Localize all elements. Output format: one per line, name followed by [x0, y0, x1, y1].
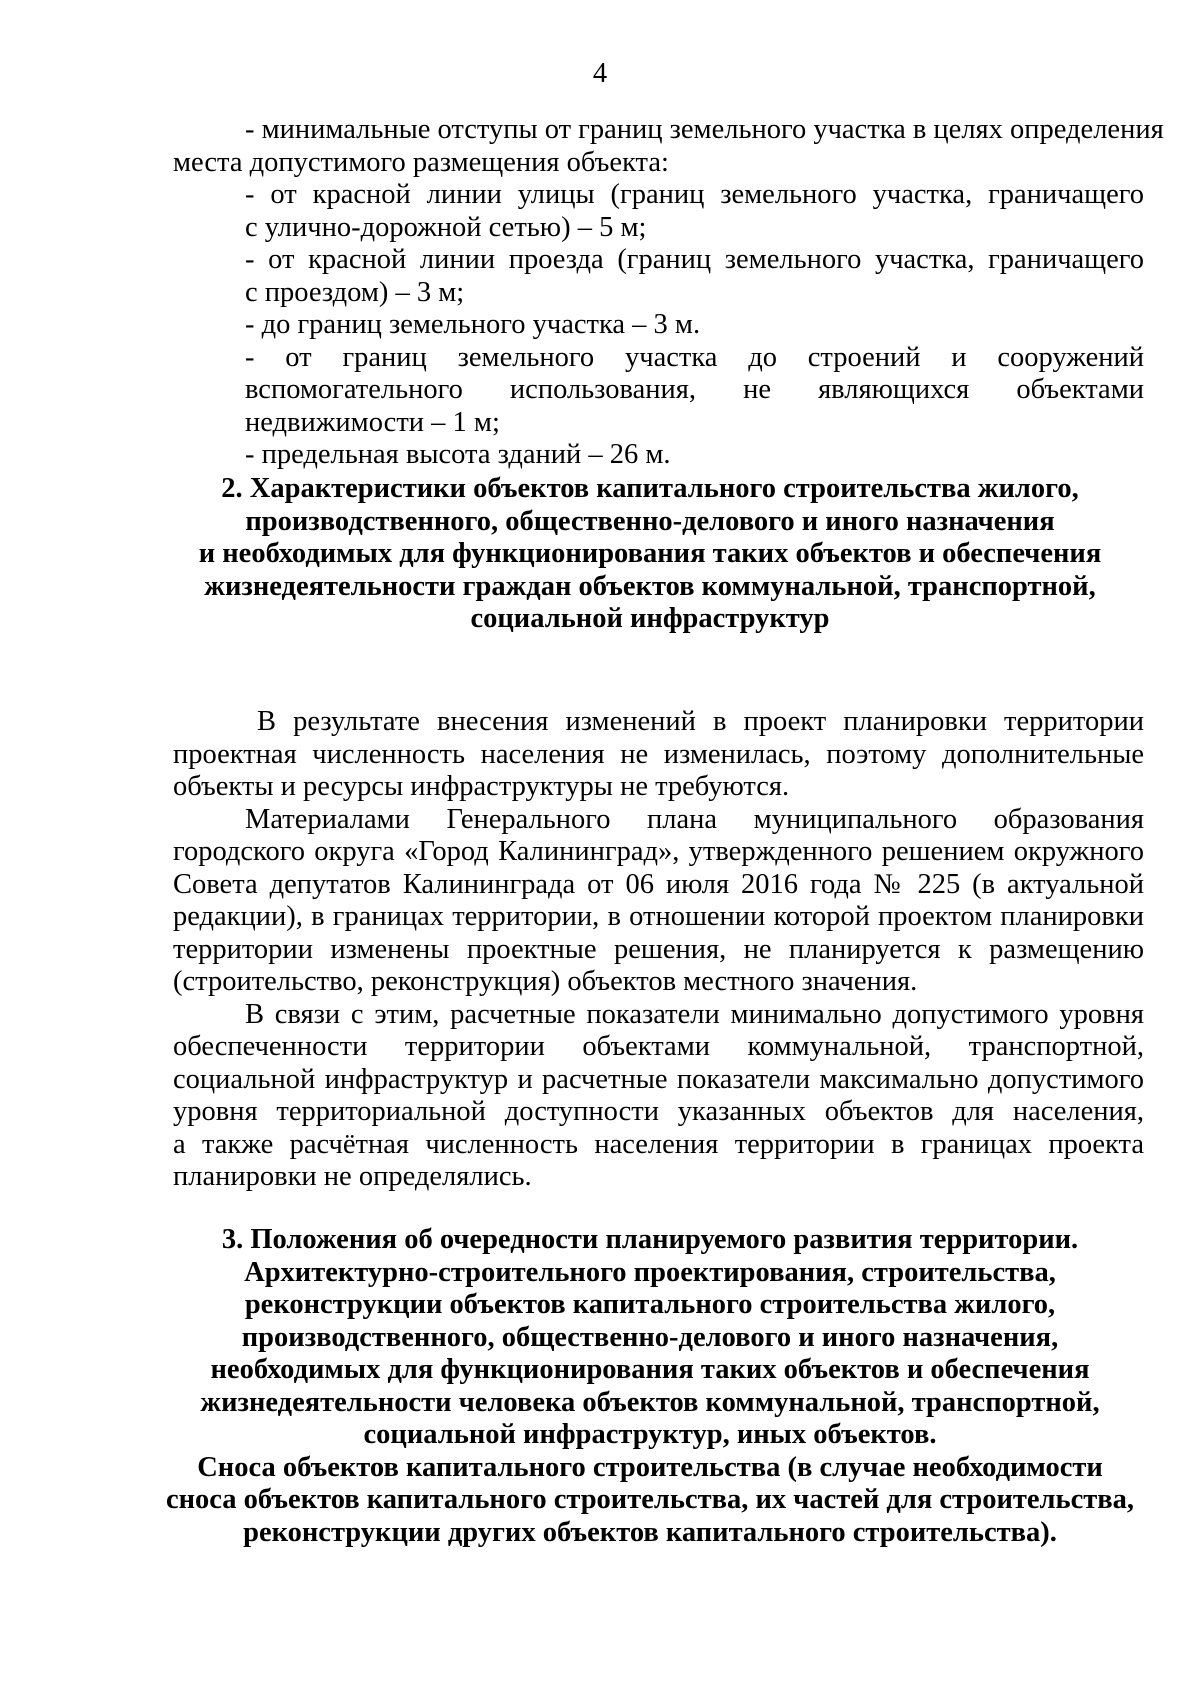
setback-item-street-cont: с улично-дорожной сетью) – 5 м;: [245, 211, 647, 243]
heading-line: 2. Характеристики объектов капитального строительства жилого,: [221, 473, 1079, 504]
paragraph-line: уровня территориальной доступности указанных объектов для населения,: [173, 1096, 1144, 1127]
setbacks-list: [173, 114, 1164, 472]
heading-line: социальной инфраструктур, иных объектов.: [363, 1419, 937, 1450]
paragraph-line: объекты и ресурсы инфраструктуры не требуются.: [173, 771, 790, 802]
paragraph-line: (строительство, реконструкция) объектов местного значения.: [173, 966, 918, 997]
paragraph-line: обеспеченности территории объектами коммунальной, транспортной,: [173, 1031, 1144, 1062]
heading-line: жизнедеятельности граждан объектов коммунальной, транспортной,: [204, 570, 1096, 602]
paragraph-line: социальной инфраструктур и расчетные показатели максимально допустимого: [173, 1063, 1144, 1095]
setback-item-auxiliary-cont: недвижимости – 1 м;: [245, 406, 500, 438]
heading-line: социальной инфраструктур: [470, 603, 830, 634]
paragraph-line: городского округа «Город Калининград», утвержденного решением окружного: [173, 836, 1144, 867]
heading-line: сноса объектов капитального строительства, их частей для строительства,: [165, 1484, 1135, 1515]
paragraph-line: планировки не определялись.: [173, 1161, 532, 1192]
section-3-heading: [150, 1224, 1150, 1549]
paragraph-line: территории изменены проектные решения, не планируется к размещению: [173, 933, 1144, 965]
paragraph-line: Материалами Генерального плана муниципального образования: [245, 803, 1144, 835]
paragraph-line: проектная численность населения не изменилась, поэтому дополнительные: [173, 738, 1144, 770]
heading-line: жизнедеятельности человека объектов коммунальной, транспортной,: [200, 1386, 1100, 1418]
paragraph-line: В связи с этим, расчетные показатели минимально допустимого уровня: [245, 998, 1144, 1030]
heading-line: реконструкции объектов капитального строительства жилого,: [244, 1289, 1056, 1320]
setback-item-auxiliary: - от границ земельного участка до строений и сооружений: [245, 341, 1144, 373]
page-number: 4: [592, 58, 608, 89]
paragraph-line: В результате внесения изменений в проект планировки территории: [257, 706, 1144, 737]
heading-line: Сноса объектов капитального строительства (в случае необходимости: [197, 1451, 1103, 1483]
paragraph-line: Совета депутатов Калининграда от 06 июля 2016 года № 225 (в актуальной: [173, 868, 1144, 900]
setback-item-boundary: - до границ земельного участка – 3 м.: [245, 309, 701, 340]
setback-item-max-height: - предельная высота зданий – 26 м.: [245, 439, 671, 470]
heading-line: и необходимых для функционирования таких объектов и обеспечения: [198, 538, 1102, 569]
setbacks-intro-line: - минимальные отступы от границ земельного участка в целях определения: [245, 114, 1164, 145]
paragraph-line: а также расчётная численность населения территории в границах проекта: [173, 1128, 1144, 1160]
setback-item-auxiliary-cont: вспомогательного использования, не являющихся объектами: [245, 374, 1144, 405]
heading-line: производственного, общественно-делового и иного назначения: [245, 505, 1055, 537]
paragraph-line: редакции), в границах территории, в отношении которой проектом планировки: [173, 901, 1144, 932]
heading-line: Архитектурно-строительного проектирования, строительства,: [244, 1256, 1056, 1288]
heading-line: реконструкции других объектов капитального строительства).: [243, 1516, 1057, 1548]
setback-item-street: - от красной линии улицы (границ земельного участка, граничащего: [245, 179, 1144, 210]
section-2-body: [173, 706, 1144, 1194]
section-2-heading: [150, 473, 1150, 636]
setback-item-passage-cont: с проездом) – 3 м;: [245, 276, 465, 308]
setbacks-intro-line: места допустимого размещения объекта:: [173, 146, 669, 178]
heading-line: необходимых для функционирования таких объектов и обеспечения: [210, 1354, 1090, 1385]
setback-item-passage: - от красной линии проезда (границ земельного участка, граничащего: [245, 244, 1144, 275]
heading-line: 3. Положения об очередности планируемого развития территории.: [221, 1224, 1079, 1255]
heading-line: производственного, общественно-делового и иного назначения,: [241, 1321, 1059, 1353]
